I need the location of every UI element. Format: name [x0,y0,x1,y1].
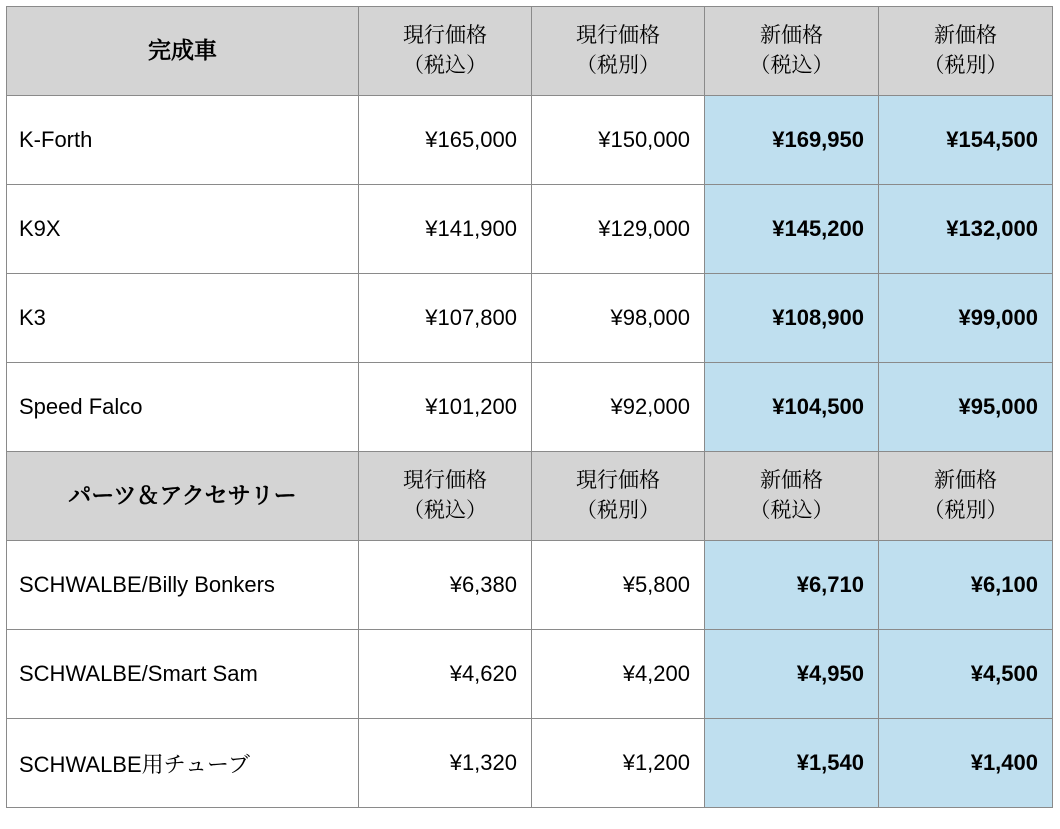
product-name: Speed Falco [7,363,359,452]
current-price-excl: ¥92,000 [532,363,705,452]
new-price-excl: ¥95,000 [879,363,1053,452]
table-header-row-parts-accessories [7,452,1053,541]
new-price-excl: ¥154,500 [879,96,1053,185]
header-line1: 現行価格 [403,23,487,47]
new-price-excl: ¥1,400 [879,719,1053,808]
header-line2: （税込） [403,54,487,77]
current-price-excl: ¥4,200 [532,630,705,719]
header-line1: 新価格 [760,23,823,47]
current-price-incl: ¥6,380 [359,541,532,630]
header-current-price-excl [532,452,705,541]
header-new-price-incl [705,452,879,541]
new-price-incl: ¥104,500 [705,363,879,452]
header-line1: 現行価格 [403,468,487,492]
new-price-incl: ¥6,710 [705,541,879,630]
product-name: K-Forth [7,96,359,185]
new-price-incl: ¥1,540 [705,719,879,808]
current-price-excl: ¥150,000 [532,96,705,185]
table-row [7,363,1053,452]
product-name: K3 [7,274,359,363]
header-new-price-excl [879,7,1053,96]
header-current-price-incl [359,7,532,96]
table-row [7,541,1053,630]
table-row [7,96,1053,185]
current-price-excl: ¥98,000 [532,274,705,363]
product-name: K9X [7,185,359,274]
product-name: SCHWALBE用チューブ [7,719,359,808]
header-line2: （税込） [403,499,487,522]
header-line2: （税別） [576,54,660,77]
table-row [7,630,1053,719]
header-line1: 新価格 [934,468,997,492]
new-price-incl: ¥169,950 [705,96,879,185]
table-row [7,274,1053,363]
header-line1: 新価格 [934,23,997,47]
table-header-row-complete-bikes [7,7,1053,96]
current-price-incl: ¥165,000 [359,96,532,185]
current-price-excl: ¥1,200 [532,719,705,808]
current-price-incl: ¥141,900 [359,185,532,274]
header-category-label: パーツ＆アクセサリー [7,452,359,541]
header-line2: （税込） [749,54,834,77]
header-line2: （税別） [923,54,1008,77]
current-price-incl: ¥107,800 [359,274,532,363]
table-row [7,719,1053,808]
header-category-label: 完成車 [7,7,359,96]
current-price-incl: ¥1,320 [359,719,532,808]
new-price-excl: ¥132,000 [879,185,1053,274]
new-price-incl: ¥4,950 [705,630,879,719]
new-price-excl: ¥4,500 [879,630,1053,719]
header-line1: 新価格 [760,468,823,492]
new-price-incl: ¥145,200 [705,185,879,274]
product-name: SCHWALBE/Billy Bonkers [7,541,359,630]
header-new-price-excl [879,452,1053,541]
current-price-incl: ¥4,620 [359,630,532,719]
header-new-price-incl [705,7,879,96]
header-current-price-excl [532,7,705,96]
new-price-excl: ¥99,000 [879,274,1053,363]
header-current-price-incl [359,452,532,541]
header-line1: 現行価格 [576,23,660,47]
new-price-excl: ¥6,100 [879,541,1053,630]
header-line2: （税別） [923,499,1008,522]
current-price-excl: ¥5,800 [532,541,705,630]
header-line2: （税別） [576,499,660,522]
new-price-incl: ¥108,900 [705,274,879,363]
table-row [7,185,1053,274]
current-price-incl: ¥101,200 [359,363,532,452]
price-comparison-table [6,6,1053,808]
product-name: SCHWALBE/Smart Sam [7,630,359,719]
current-price-excl: ¥129,000 [532,185,705,274]
header-line1: 現行価格 [576,468,660,492]
header-line2: （税込） [749,499,834,522]
